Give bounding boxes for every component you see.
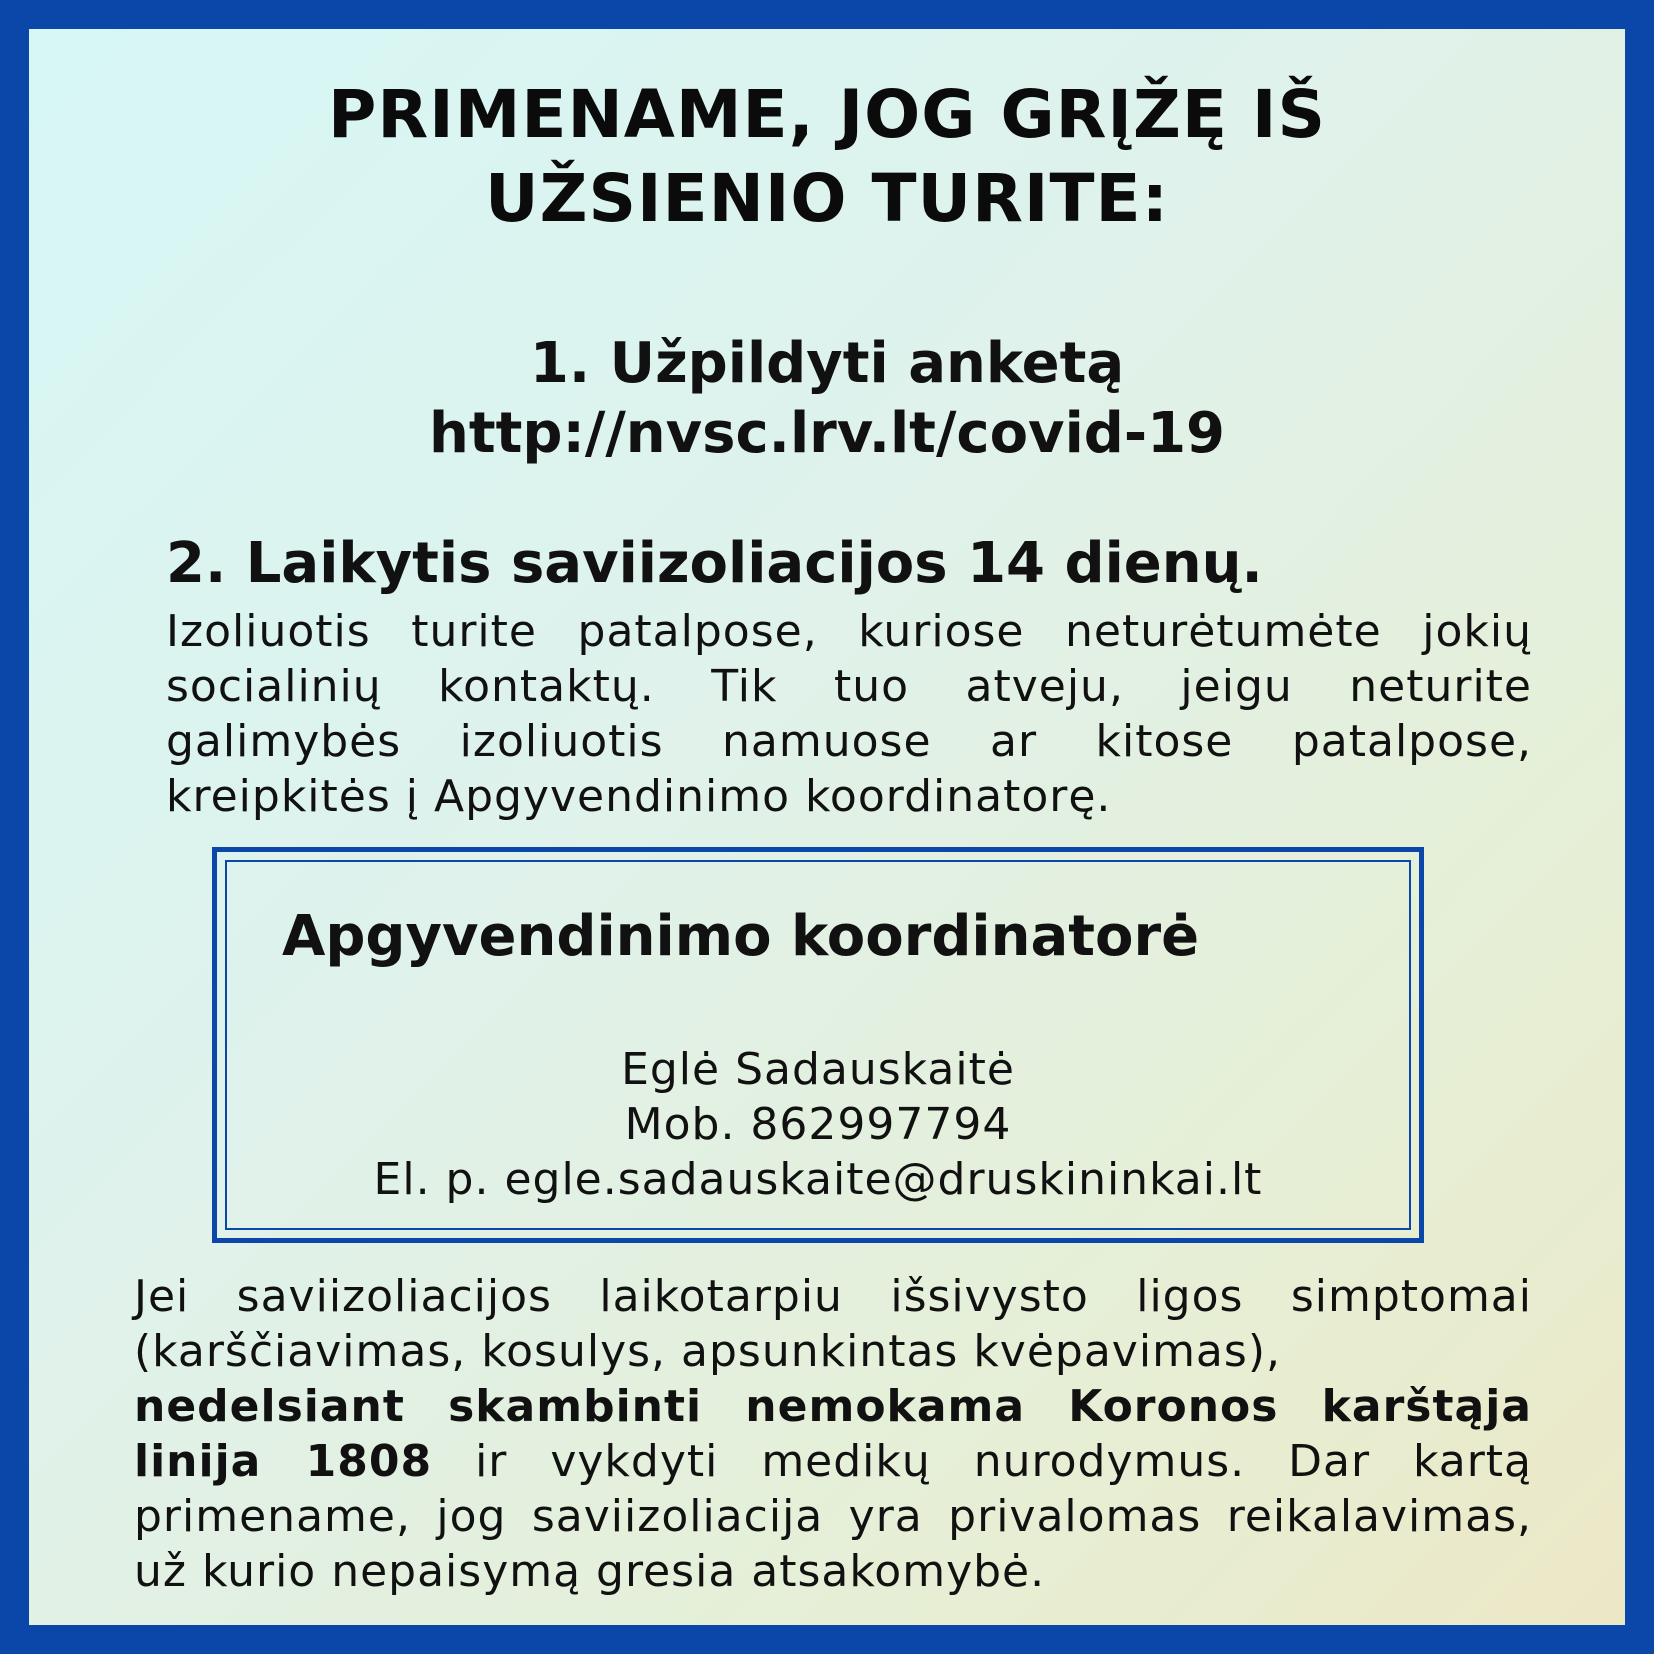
coordinator-contacts [227, 1042, 1409, 1207]
coordinator-phone[interactable]: Mob. 862997794 [624, 1099, 1012, 1150]
footer-rest-text: ir vykdyti medikų nurodymus. Dar kartą primename, jog saviizoliacija yra privalomas reikalavimas, už kurio nepaisymą gresia atsakomybė. [134, 1436, 1533, 1597]
footer-notice [134, 1269, 1532, 1599]
step-1-link[interactable]: http://nvsc.lrv.lt/covid-19 [428, 401, 1226, 466]
step-1 [29, 329, 1625, 469]
coordinator-title: Apgyvendinimo koordinatorė [282, 904, 1200, 969]
page-title: PRIMENAME, JOG GRĮŽĘ IŠ UŽSIENIO TURITE: [327, 76, 1326, 237]
coordinator-name: Eglė Sadauskaitė [621, 1044, 1015, 1095]
coordinator-box [212, 847, 1424, 1243]
coordinator-email[interactable]: El. p. egle.sadauskaite@druskininkai.lt [373, 1154, 1263, 1205]
footer-paragraph [134, 1379, 1532, 1599]
coordinator-box-inner-border [225, 860, 1411, 1230]
step-2-heading: 2. Laikytis saviizoliacijos 14 dienų. [166, 531, 1263, 596]
footer-line-1: Jei saviizoliacijos laikotarpiu išsivysto ligos simptomai [134, 1271, 1532, 1322]
step-2-body: Izoliuotis turite patalpose, kuriose neturėtumėte jokių socialinių kontaktų. Tik tuo atveju, jeigu neturite galimybės izoliuotis namuose ar kitose patalpose, kreipkitės į Apgyvendinimo koordinatorę. [166, 606, 1532, 822]
step-1-label: 1. Užpildyti anketą [529, 331, 1125, 396]
footer-line-2: (karščiavimas, kosulys, apsunkintas kvėpavimas), [134, 1326, 1281, 1377]
footer-hotline-text: nedelsiant skambinti nemokama Koronos karštąja linija 1808 [134, 1381, 1532, 1487]
content-panel [29, 29, 1625, 1625]
